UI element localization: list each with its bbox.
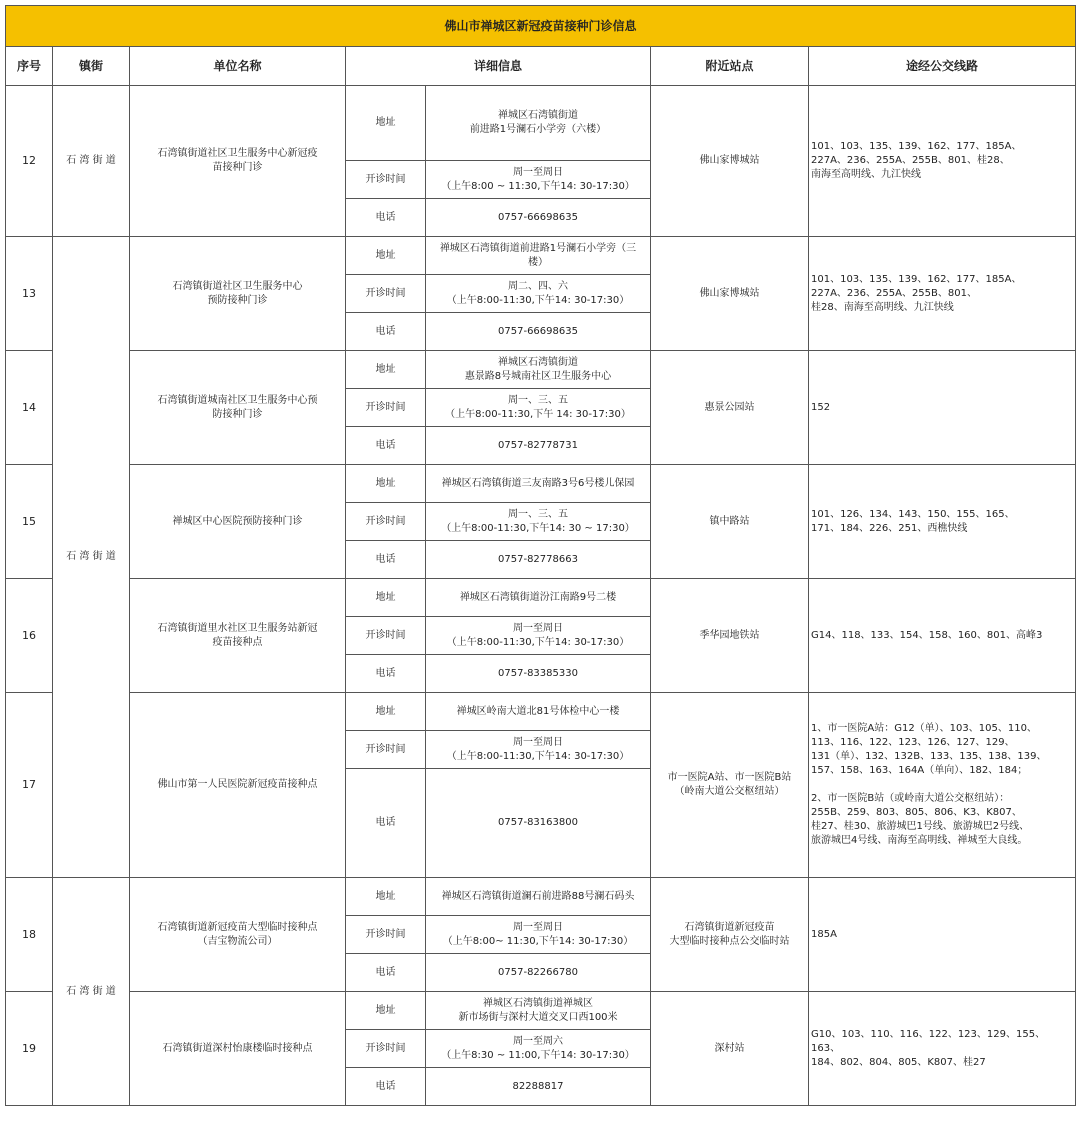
row-seq: 15 [6,465,53,579]
row-seq: 19 [6,992,53,1106]
field-hours: 周一至周日 （上午8:00~ 11:30,下午14: 30-17:30） [426,916,651,954]
field-label: 电话 [346,427,426,465]
field-phone: 82288817 [426,1068,651,1106]
table-row [6,992,1076,1030]
row-town: 石 湾 街 道 [53,878,130,1106]
field-label: 地址 [346,579,426,617]
row-unit-name: 石湾镇街道社区卫生服务中心 预防接种门诊 [130,237,346,351]
table-row [6,693,1076,731]
header-town: 镇街 [53,47,130,86]
field-label: 地址 [346,693,426,731]
field-address: 禅城区石湾镇街道禅城区 新市场街与深村大道交叉口西100米 [426,992,651,1030]
field-address: 禅城区石湾镇街道三友南路3号6号楼儿保园 [426,465,651,503]
field-label: 开诊时间 [346,503,426,541]
row-seq: 16 [6,579,53,693]
field-label: 开诊时间 [346,161,426,199]
table-row [6,237,1076,275]
field-label: 地址 [346,351,426,389]
table-row [6,351,1076,389]
field-label: 地址 [346,465,426,503]
row-station: 石湾镇街道新冠疫苗 大型临时接种点公交临时站 [651,878,809,992]
table-row [6,878,1076,916]
row-routes: 152 [809,351,1076,465]
field-phone: 0757-82778663 [426,541,651,579]
row-seq: 12 [6,86,53,237]
field-label: 电话 [346,1068,426,1106]
field-label: 地址 [346,86,426,161]
vaccination-clinic-table [5,5,1076,1106]
row-unit-name: 石湾镇街道深村怡康楼临时接种点 [130,992,346,1106]
row-seq: 13 [6,237,53,351]
row-unit-name: 佛山市第一人民医院新冠疫苗接种点 [130,693,346,878]
row-seq: 17 [6,693,53,878]
row-unit-name: 石湾镇街道城南社区卫生服务中心预 防接种门诊 [130,351,346,465]
table-row [6,465,1076,503]
row-unit-name: 石湾镇街道里水社区卫生服务站新冠 疫苗接种点 [130,579,346,693]
field-label: 开诊时间 [346,389,426,427]
field-label: 开诊时间 [346,731,426,769]
field-label: 开诊时间 [346,916,426,954]
field-address: 禅城区石湾镇街道澜石前进路88号澜石码头 [426,878,651,916]
row-routes: 185A [809,878,1076,992]
row-routes: 1、市一医院A站：G12（单）、103、105、110、 113、116、122、123、126、127、129、 131（单）、132、132B、133、135、138、139、 157、158、163、164A（单向）、182、184； 2、市一医院B站（或岭南大道公交枢纽站）： 255B、259、803、805、806、K3、K807、 桂27、桂30、旅游城巴1号线、旅游城巴2号线、 旅游城巴4号线、南海至高明线、禅城至大良线。 [809,693,1076,878]
header-details: 详细信息 [346,47,651,86]
field-label: 电话 [346,199,426,237]
field-label: 电话 [346,541,426,579]
row-station: 惠景公园站 [651,351,809,465]
row-unit-name: 石湾镇街道新冠疫苗大型临时接种点 （吉宝物流公司） [130,878,346,992]
field-phone: 0757-83163800 [426,769,651,878]
field-label: 地址 [346,237,426,275]
row-station: 市一医院A站、市一医院B站 （岭南大道公交枢纽站） [651,693,809,878]
field-phone: 0757-66698635 [426,313,651,351]
header-routes: 途经公交线路 [809,47,1076,86]
row-seq: 14 [6,351,53,465]
row-town: 石 湾 街 道 [53,86,130,237]
row-station: 佛山家博城站 [651,237,809,351]
row-routes: G14、118、133、154、158、160、801、高峰3 [809,579,1076,693]
field-address: 禅城区石湾镇街道前进路1号澜石小学旁（三 楼） [426,237,651,275]
field-hours: 周一至周日 （上午8:00 ~ 11:30,下午14: 30-17:30） [426,161,651,199]
field-phone: 0757-82778731 [426,427,651,465]
field-hours: 周一至周日 （上午8:00-11:30,下午14: 30-17:30） [426,617,651,655]
field-hours: 周一、三、五 （上午8:00-11:30,下午 14: 30-17:30） [426,389,651,427]
header-seq: 序号 [6,47,53,86]
field-label: 开诊时间 [346,275,426,313]
row-station: 镇中路站 [651,465,809,579]
row-station: 深村站 [651,992,809,1106]
row-routes: 101、126、134、143、150、155、165、 171、184、226、251、西樵快线 [809,465,1076,579]
field-hours: 周二、四、六 （上午8:00-11:30,下午14: 30-17:30） [426,275,651,313]
header-unit-name: 单位名称 [130,47,346,86]
row-station: 佛山家博城站 [651,86,809,237]
field-hours: 周一至周日 （上午8:00-11:30,下午14: 30-17:30） [426,731,651,769]
table-row [6,86,1076,161]
field-label: 开诊时间 [346,1030,426,1068]
field-label: 地址 [346,878,426,916]
row-unit-name: 石湾镇街道社区卫生服务中心新冠疫 苗接种门诊 [130,86,346,237]
field-phone: 0757-66698635 [426,199,651,237]
row-seq: 18 [6,878,53,992]
field-hours: 周一、三、五 （上午8:00-11:30,下午14: 30 ~ 17:30） [426,503,651,541]
field-label: 电话 [346,655,426,693]
row-town: 石 湾 街 道 [53,237,130,878]
row-unit-name: 禅城区中心医院预防接种门诊 [130,465,346,579]
field-address: 禅城区石湾镇街道 前进路1号澜石小学旁（六楼） [426,86,651,161]
header-station: 附近站点 [651,47,809,86]
field-label: 地址 [346,992,426,1030]
field-address: 禅城区石湾镇街道 惠景路8号城南社区卫生服务中心 [426,351,651,389]
field-label: 电话 [346,313,426,351]
table-row [6,579,1076,617]
field-phone: 0757-82266780 [426,954,651,992]
row-routes: 101、103、135、139、162、177、185A、 227A、236、255A、255B、801、 桂28、南海至高明线、九江快线 [809,237,1076,351]
row-routes: G10、103、110、116、122、123、129、155、163、 184、802、804、805、K807、桂27 [809,992,1076,1106]
field-label: 电话 [346,769,426,878]
field-label: 电话 [346,954,426,992]
field-address: 禅城区石湾镇街道汾江南路9号二楼 [426,579,651,617]
field-phone: 0757-83385330 [426,655,651,693]
table-title: 佛山市禅城区新冠疫苗接种门诊信息 [6,6,1076,47]
row-station: 季华园地铁站 [651,579,809,693]
field-address: 禅城区岭南大道北81号体检中心一楼 [426,693,651,731]
row-routes: 101、103、135、139、162、177、185A、 227A、236、255A、255B、801、桂28、 南海至高明线、九江快线 [809,86,1076,237]
field-hours: 周一至周六 （上午8:30 ~ 11:00,下午14: 30-17:30） [426,1030,651,1068]
field-label: 开诊时间 [346,617,426,655]
